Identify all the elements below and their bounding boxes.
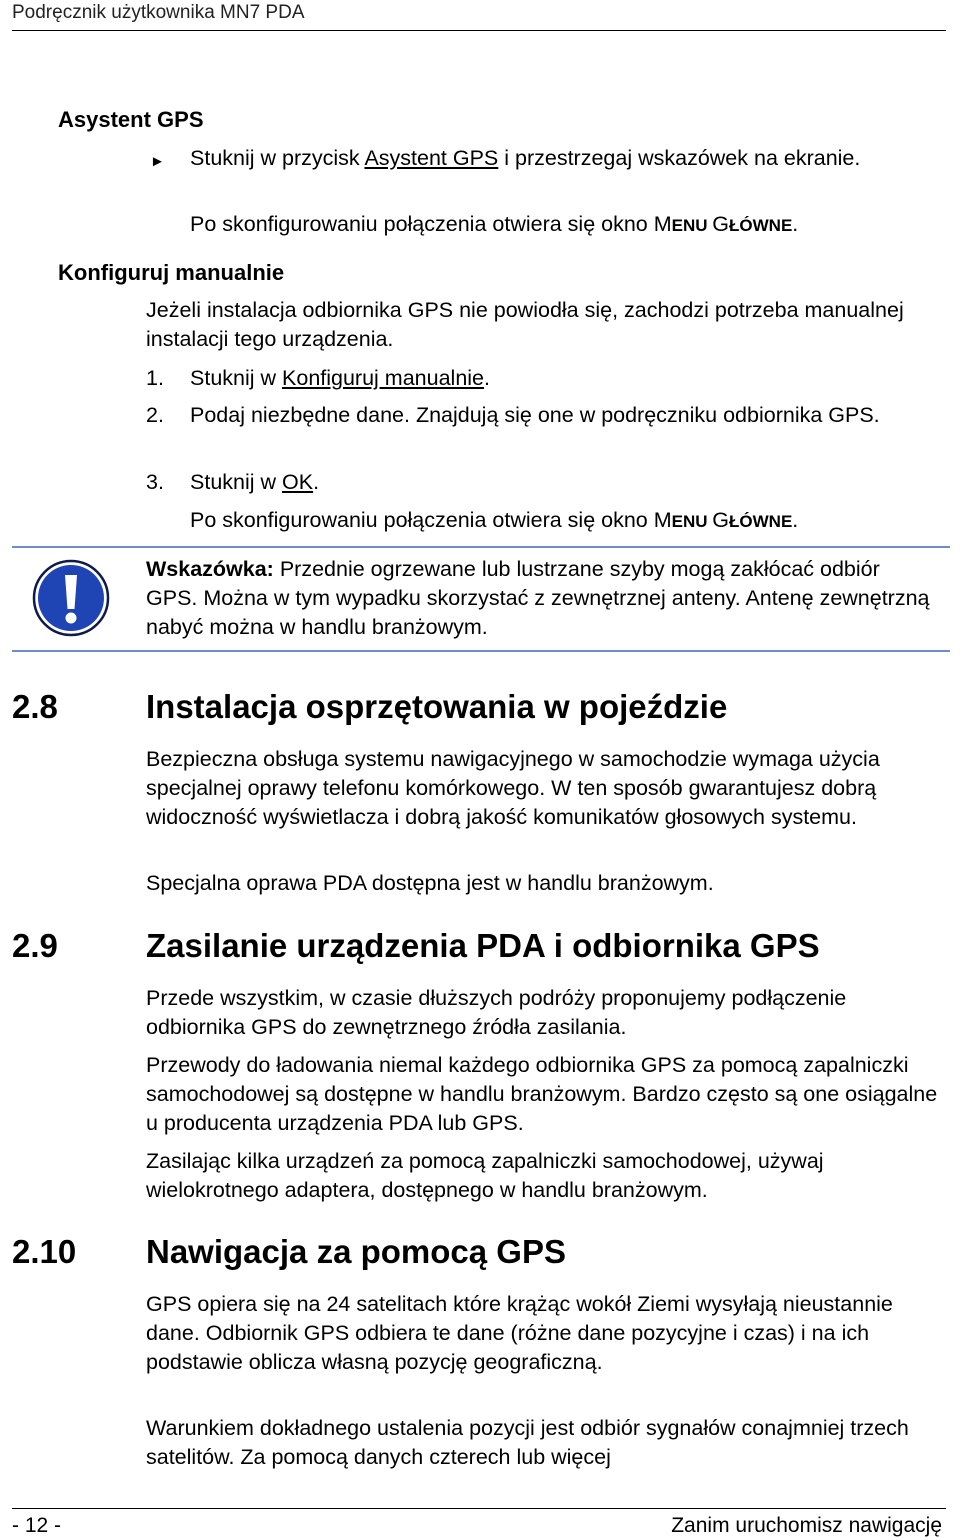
manual-step-2: Podaj niezbędne dane. Znajdują się one w podręczniku odbiornika GPS. [190, 403, 880, 427]
paragraph: Przede wszystkim, w czasie dłuższych podróży proponujemy podłączenie odbiornika GPS do zewnętrznego źródła zasilania. [146, 986, 847, 1039]
paragraph: GPS opiera się na 24 satelitach które krążąc wokół Ziemi wysyłają nieustannie dane. Odbiornik GPS odbiera te dane (różne dane pozycyjne i czas) i na ich podstawie oblicza własną pozycję geograficzną. [146, 1292, 893, 1374]
paragraph: Warunkiem dokładnego ustalenia pozycji jest odbiór sygnałów conajmniej trzech satelitów. Za pomocą danych czterech lub więcej [146, 1416, 909, 1469]
running-header-title: Podręcznik użytkownika MN7 PDA [12, 2, 305, 23]
section-title: Zasilanie urządzenia PDA i odbiornika GPS [146, 927, 820, 964]
gps-assistant-step: Stuknij w przycisk Asystent GPS i przestrzegaj wskazówek na ekranie. [190, 146, 861, 170]
note-bottom-rule [12, 650, 950, 652]
paragraph: Specjalna oprawa PDA dostępna jest w handlu branżowym. [146, 871, 714, 895]
section-number: 2.9 [12, 927, 58, 964]
gps-assistant-link[interactable]: Asystent GPS [364, 146, 499, 170]
subheading-gps-assistant: Asystent GPS [58, 107, 204, 132]
manual-step-1: Stuknij w Konfiguruj manualnie. [190, 366, 490, 390]
manual-config-link[interactable]: Konfiguruj manualnie [282, 366, 485, 390]
footer-rule [12, 1508, 946, 1509]
section-number: 2.10 [12, 1233, 77, 1270]
note-label: Wskazówka: [146, 557, 274, 581]
manual-result: Po skonfigurowaniu połączenia otwiera się okno MENU GŁÓWNE. [190, 508, 799, 532]
note-top-rule [12, 546, 950, 548]
gps-assistant-result: Po skonfigurowaniu połączenia otwiera się okno MENU GŁÓWNE. [190, 212, 799, 236]
step-number: 1. [146, 366, 164, 390]
triangle-bullet-icon: ► [150, 153, 165, 170]
subheading-manual-config: Konfiguruj manualnie [58, 260, 285, 285]
paragraph: Zasilając kilka urządzeń za pomocą zapalniczki samochodowej, używaj wielokrotnego adaptera, dostępnego w handlu branżowym. [146, 1149, 824, 1202]
step-number: 3. [146, 470, 164, 494]
ok-link[interactable]: OK [282, 470, 314, 494]
step-number: 2. [146, 403, 164, 427]
note-text: Wskazówka: Przednie ogrzewane lub lustrzane szyby mogą zakłócać odbiór GPS. Można w tym wypadku skorzystać z zewnętrznej anteny. Antenę zewnętrzną nabyć można w handlu branżowym. [146, 557, 930, 639]
warning-exclamation-icon [31, 558, 111, 638]
paragraph: Przewody do ładowania niemal każdego odbiornika GPS za pomocą zapalniczki samochodowej są dostępne w handlu branżowym. Bardzo często są one osiągalne u producenta urządzenia PDA lub GPS. [146, 1053, 938, 1135]
section-number: 2.8 [12, 688, 58, 725]
header-rule [12, 30, 946, 31]
section-title: Instalacja osprzętowania w pojeździe [146, 688, 728, 725]
page-number: - 12 - [12, 1514, 62, 1537]
paragraph: Bezpieczna obsługa systemu nawigacyjnego w samochodzie wymaga użycia specjalnej oprawy telefonu komórkowego. W ten sposób gwarantujesz dobrą widoczność wyświetlacza i dobrą jakość komunikatów głosowych systemu. [146, 747, 880, 829]
manual-intro: Jeżeli instalacja odbiornika GPS nie powiodła się, zachodzi potrzeba manualnej instalacji tego urządzenia. [146, 298, 904, 351]
section-title: Nawigacja za pomocą GPS [146, 1233, 566, 1270]
chapter-title: Zanim uruchomisz nawigację [671, 1514, 942, 1537]
manual-step-3: Stuknij w OK. [190, 470, 320, 494]
